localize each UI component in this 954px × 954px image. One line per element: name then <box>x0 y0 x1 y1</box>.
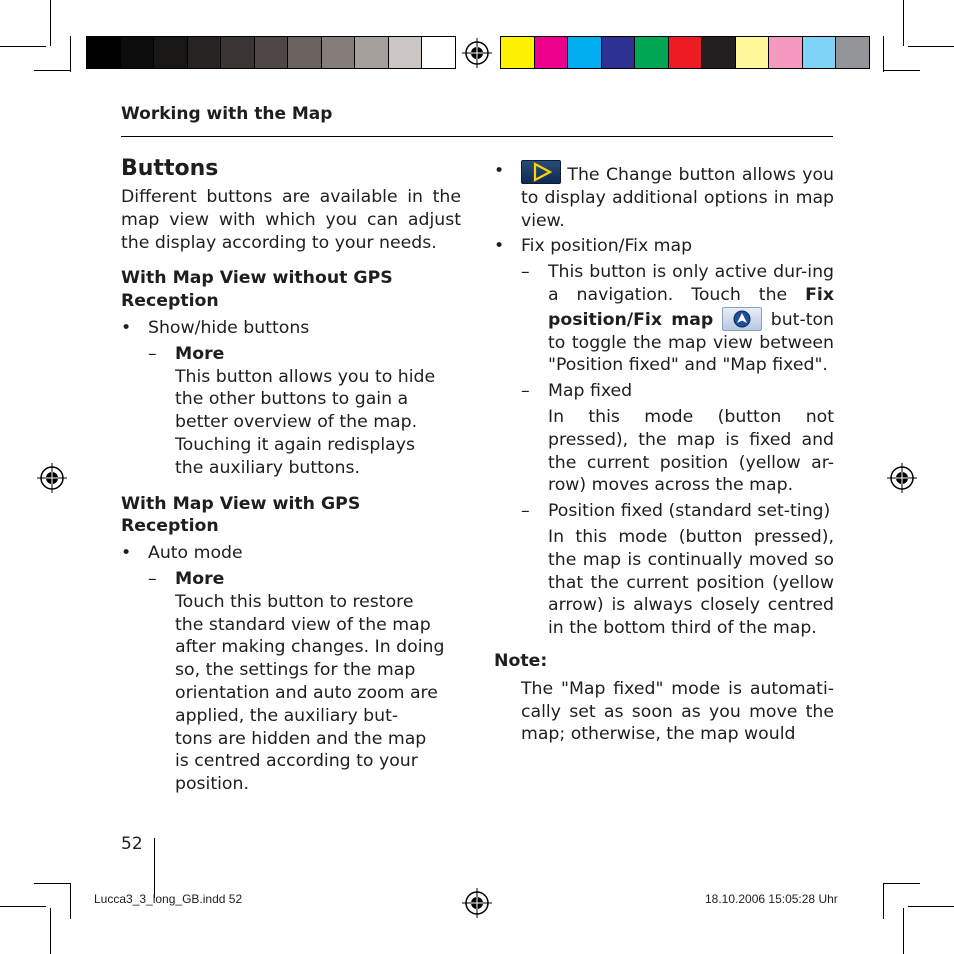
note-label: Note: <box>494 650 548 671</box>
crop-mark <box>903 0 904 46</box>
bullet-icon: • <box>494 161 505 181</box>
crop-mark <box>903 908 904 954</box>
color-swatch <box>421 36 456 69</box>
bullet-text: Auto mode <box>148 543 243 564</box>
change-button-item <box>494 160 834 232</box>
color-swatch <box>534 36 569 69</box>
fix-item-description <box>494 261 834 377</box>
fix-bullet-item <box>494 235 834 258</box>
crop-mark <box>908 46 954 47</box>
crop-mark <box>908 906 954 907</box>
fix-item-text-bold: Fix position/Fix map <box>548 284 834 330</box>
crop-mark <box>0 906 46 907</box>
color-swatch <box>567 36 602 69</box>
color-swatch <box>254 36 289 69</box>
more-description <box>121 591 461 796</box>
color-swatch <box>601 36 636 69</box>
crop-mark <box>0 46 46 47</box>
color-swatch <box>634 36 669 69</box>
dash-icon: – <box>148 343 157 364</box>
left-column <box>121 154 461 796</box>
registration-mark-icon <box>37 463 67 493</box>
bullet-icon: • <box>121 317 132 338</box>
subheading-without-gps: With Map View without GPS Reception <box>121 268 393 312</box>
color-swatch <box>120 36 155 69</box>
right-column <box>494 160 834 746</box>
running-head: Working with the Map <box>121 104 333 124</box>
color-swatch <box>354 36 389 69</box>
color-swatch <box>388 36 423 69</box>
registration-mark-icon <box>462 888 492 918</box>
color-swatch <box>500 36 535 69</box>
bullet-icon: • <box>121 543 132 564</box>
registration-mark-icon <box>887 463 917 493</box>
section-title: Buttons <box>121 156 219 181</box>
change-play-icon <box>521 160 561 184</box>
more-label: More <box>175 343 225 364</box>
crop-mark <box>70 36 71 72</box>
text-line: tons are hidden and the map <box>175 728 427 749</box>
text-line: so, the settings for the map <box>175 660 416 681</box>
map-fixed-item <box>494 380 834 403</box>
registration-mark-icon <box>462 38 492 68</box>
page-number: 52 <box>121 834 143 854</box>
map-fixed-label: Map fixed <box>548 381 633 402</box>
crop-mark <box>883 883 884 919</box>
bullet-item <box>121 542 461 565</box>
crop-mark <box>70 883 71 919</box>
fix-item-text-pre: This button is only active dur-ing a navigation. Touch the <box>548 262 834 305</box>
color-swatch <box>220 36 255 69</box>
crop-mark <box>34 70 70 71</box>
color-swatch <box>153 36 188 69</box>
text-line: is centred according to your <box>175 751 418 772</box>
color-swatch <box>321 36 356 69</box>
text-line: orientation and auto zoom are <box>175 682 438 703</box>
dash-icon: – <box>148 568 157 589</box>
bullet-text: Show/hide buttons <box>148 317 310 338</box>
position-fixed-label: Position fixed (standard set-ting) <box>548 501 831 522</box>
color-swatch <box>287 36 322 69</box>
bullet-icon: • <box>494 236 505 257</box>
color-swatch <box>768 36 803 69</box>
fix-bullet-text: Fix position/Fix map <box>521 236 693 257</box>
text-line: Touch this button to restore <box>175 591 414 612</box>
footer-file: Lucca3_3_long_GB.indd 52 <box>94 892 243 906</box>
change-button-text: The Change button allows you to display additional options in map view. <box>521 165 834 231</box>
text-line: This button allows you to hide <box>175 366 436 387</box>
subheading-with-gps: With Map View with GPS Reception <box>121 493 361 537</box>
footer-timestamp: 18.10.2006 15:05:28 Uhr <box>705 892 838 906</box>
color-swatch <box>668 36 703 69</box>
bullet-item <box>121 317 461 340</box>
dash-icon: – <box>521 501 530 522</box>
color-swatch <box>835 36 870 69</box>
text-line: the standard view of the map <box>175 614 431 635</box>
crop-mark <box>884 70 920 71</box>
note-text: The "Map fixed" mode is automati-cally set as soon as you move the map; otherwise, the map would <box>521 678 834 745</box>
crop-mark <box>883 36 884 72</box>
color-swatch <box>802 36 837 69</box>
more-description <box>121 366 461 480</box>
intro-paragraph: Different buttons are available in the map view with which you can adjust the display according to your needs. <box>121 187 461 253</box>
text-line: the auxiliary buttons. <box>175 457 360 478</box>
text-line: Touching it again redisplays <box>175 434 416 455</box>
header-rule <box>121 136 833 137</box>
more-label: More <box>175 568 225 589</box>
text-line: better overview of the map. <box>175 412 418 433</box>
text-line: after making changes. In doing <box>175 637 445 658</box>
dash-icon: – <box>521 262 530 283</box>
crop-mark <box>34 883 70 884</box>
fix-map-icon <box>722 307 762 331</box>
crop-mark <box>50 908 51 954</box>
crop-mark <box>50 0 51 46</box>
position-fixed-item <box>494 500 834 523</box>
map-fixed-text: In this mode (button not pressed), the map is fixed and the current position (yellow ar-row) moves across the map. <box>548 406 834 496</box>
crop-mark <box>884 883 920 884</box>
dash-icon: – <box>521 381 530 402</box>
text-line: the other buttons to gain a <box>175 389 409 410</box>
fix-item-text-post: but-ton to toggle the map view between "Position fixed" and "Map fixed". <box>548 309 834 376</box>
color-swatch <box>86 36 121 69</box>
sub-item <box>121 568 461 591</box>
text-line: position. <box>175 774 249 795</box>
color-swatch <box>187 36 222 69</box>
color-swatch <box>701 36 736 69</box>
sub-item <box>121 343 461 366</box>
color-swatch <box>735 36 770 69</box>
page-number-rule <box>154 838 155 898</box>
position-fixed-text: In this mode (button pressed), the map is continually moved so that the current position (yellow arrow) is always closely centred in the bottom third of the map. <box>548 526 834 639</box>
text-line: applied, the auxiliary but- <box>175 705 399 726</box>
